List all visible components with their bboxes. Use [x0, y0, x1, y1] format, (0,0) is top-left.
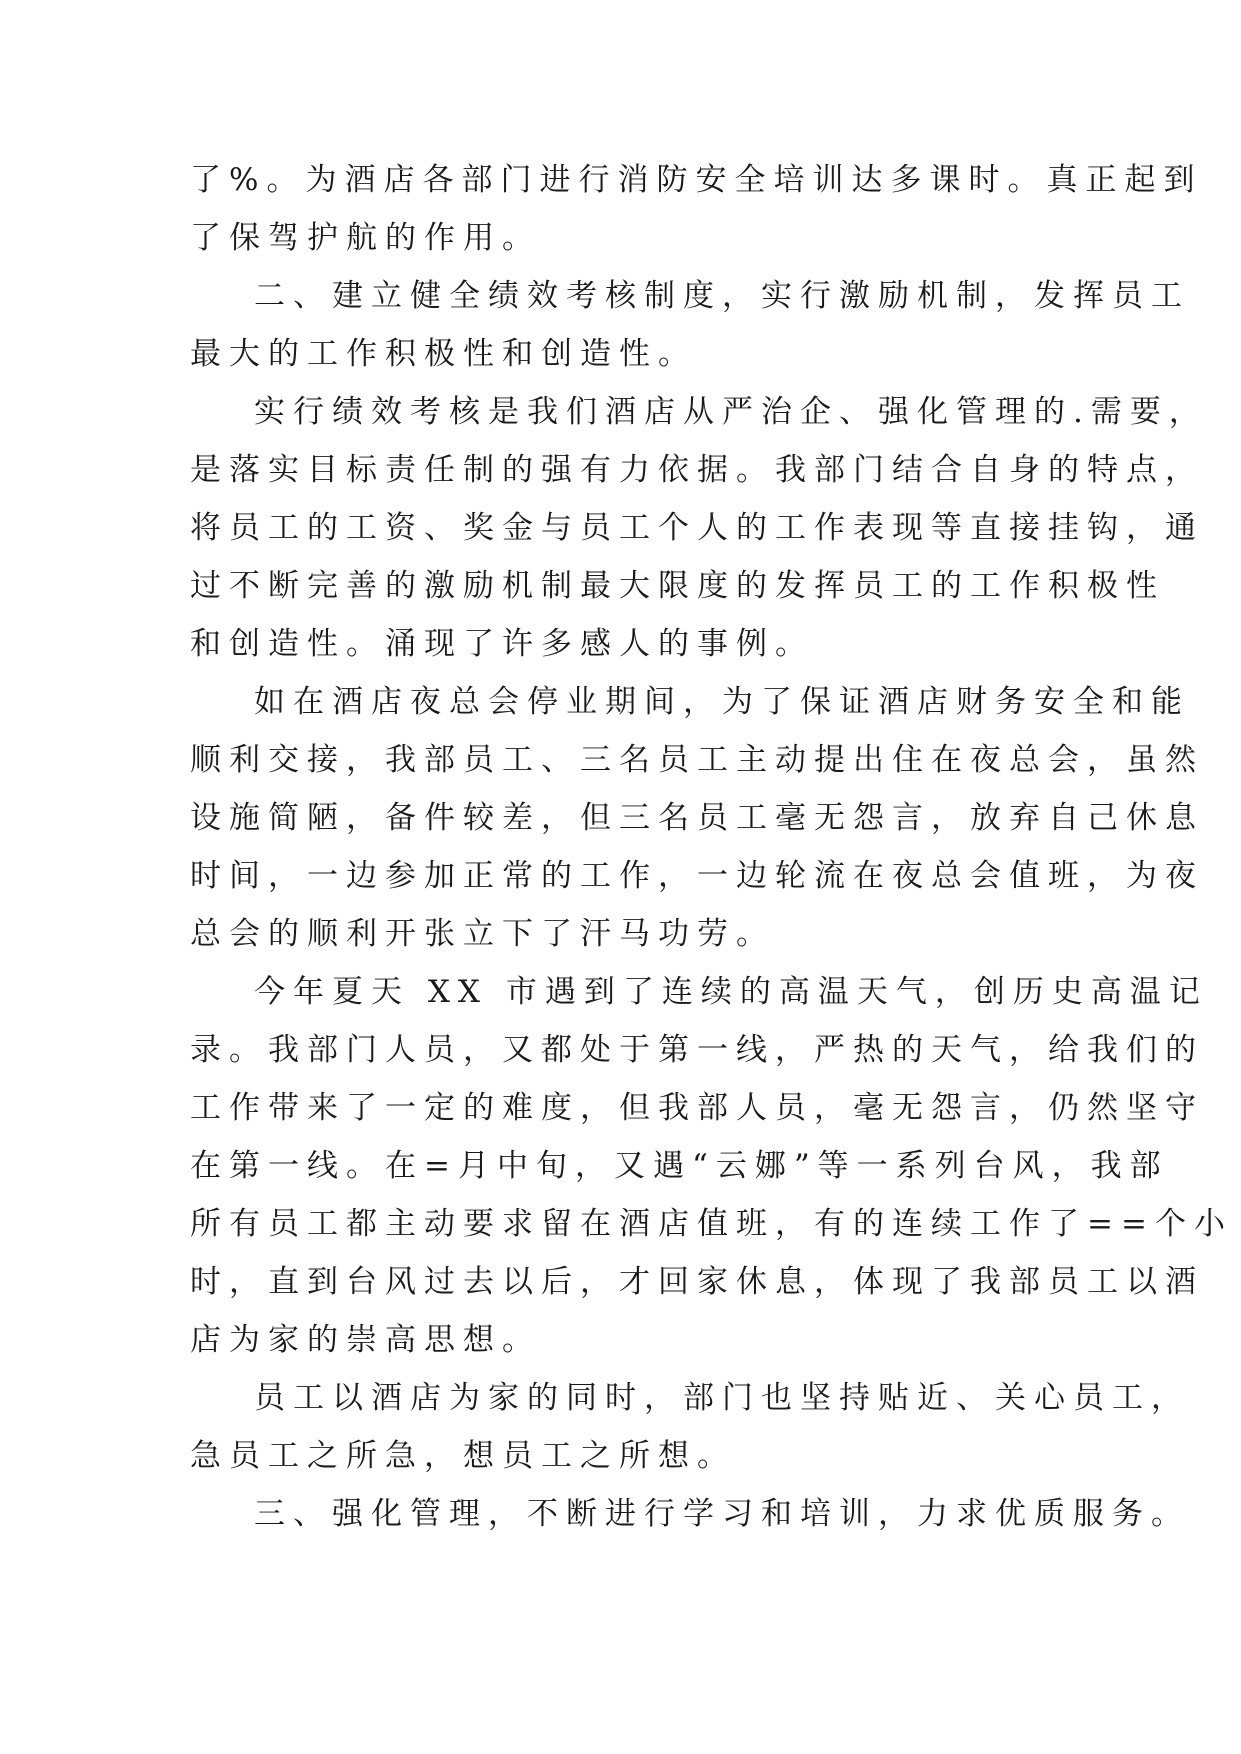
- text-line: 设施简陋，备件较差，但三名员工毫无怨言，放弃自己休息: [190, 800, 1204, 836]
- section-heading: 三、强化管理，不断进行学习和培训，力求优质服务。: [254, 1496, 1190, 1532]
- text-line: 过不断完善的激励机制最大限度的发挥员工的工作积极性: [190, 568, 1165, 604]
- text-line: 最大的工作积极性和创造性。: [190, 336, 697, 372]
- text-line: 如在酒店夜总会停业期间，为了保证酒店财务安全和能: [254, 684, 1190, 720]
- text-line: 所有员工都主动要求留在酒店值班，有的连续工作了==个小: [190, 1206, 1233, 1242]
- text-line: 录。我部门人员，又都处于第一线，严热的天气，给我们的: [190, 1032, 1204, 1068]
- text-line: 总会的顺利开张立下了汗马功劳。: [190, 916, 775, 952]
- section-heading: 二、建立健全绩效考核制度，实行激励机制，发挥员工: [254, 278, 1190, 314]
- text-line: 了保驾护航的作用。: [190, 220, 541, 256]
- text-line: 今年夏天 XX 市遇到了连续的高温天气，创历史高温记: [254, 974, 1208, 1010]
- text-line: 店为家的崇高思想。: [190, 1322, 541, 1358]
- text-line: 工作带来了一定的难度，但我部人员，毫无怨言，仍然坚守: [190, 1090, 1204, 1126]
- text-line: 时，直到台风过去以后，才回家休息，体现了我部员工以酒: [190, 1264, 1204, 1300]
- text-line: 了%。为酒店各部门进行消防安全培训达多课时。真正起到: [190, 162, 1203, 198]
- text-line: 顺利交接，我部员工、三名员工主动提出住在夜总会，虽然: [190, 742, 1204, 778]
- text-line: 是落实目标责任制的强有力依据。我部门结合自身的特点，: [190, 452, 1204, 488]
- text-line: 时间，一边参加正常的工作，一边轮流在夜总会值班，为夜: [190, 858, 1204, 894]
- text-line: 和创造性。涌现了许多感人的事例。: [190, 626, 814, 662]
- text-line: 在第一线。在=月中旬，又遇“云娜”等一系列台风，我部: [190, 1148, 1169, 1184]
- text-line: 将员工的工资、奖金与员工个人的工作表现等直接挂钩，通: [190, 510, 1204, 546]
- text-line: 实行绩效考核是我们酒店从严治企、强化管理的.需要，: [254, 394, 1208, 430]
- text-line: 急员工之所急，想员工之所想。: [190, 1438, 736, 1474]
- text-line: 员工以酒店为家的同时，部门也坚持贴近、关心员工，: [254, 1380, 1190, 1416]
- document-body: [190, 151, 1233, 1543]
